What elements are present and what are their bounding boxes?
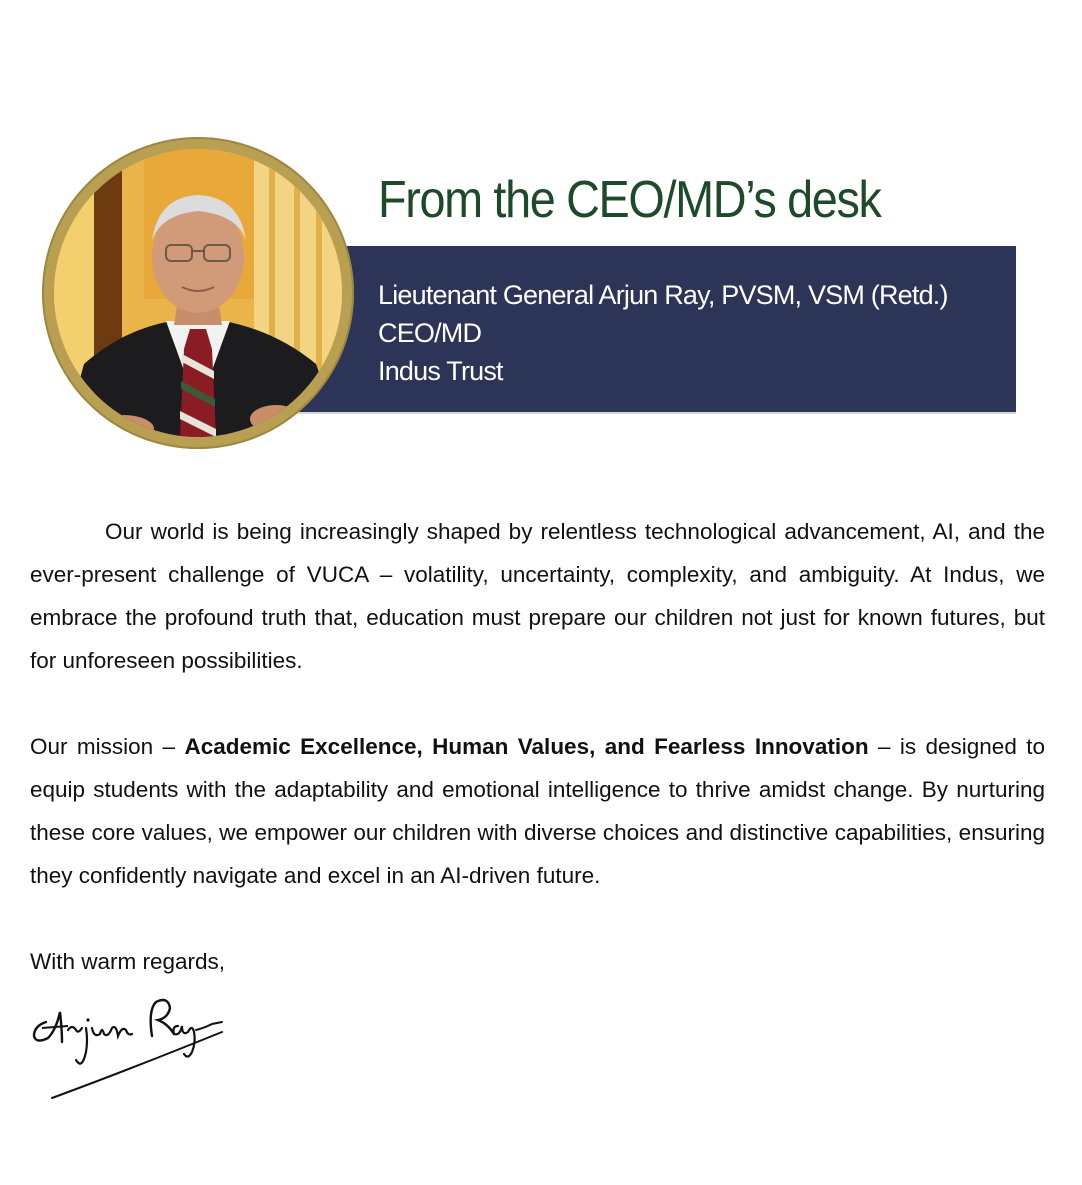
mission-lead: Our mission – <box>30 734 185 759</box>
letter-paragraph-2 <box>30 725 1045 897</box>
author-role: CEO/MD <box>378 318 482 348</box>
banner-text <box>378 276 948 390</box>
portrait-frame <box>42 137 354 449</box>
portrait-illustration <box>54 149 342 437</box>
desk-title: From the CEO/MD’s desk <box>378 171 881 229</box>
handwritten-signature <box>28 990 238 1105</box>
mission-statement: Academic Excellence, Human Values, and Fearless Innovation <box>184 734 869 759</box>
name-banner <box>250 246 1016 414</box>
letter-header <box>0 0 1082 470</box>
portrait-photo <box>54 149 342 437</box>
mission-rest: – is designed to equip students with the adaptability and emotional intelligence to thrive amidst change. By nurturing these core values, we empower our children with diverse choices and distinctive capabilities, ensuring they confidently navigate and excel in an AI-driven future. <box>30 734 1045 888</box>
letter-paragraph-1: Our world is being increasingly shaped by relentless technological advancement, AI, and the ever-present challenge of VUCA – volatility, uncertainty, complexity, and ambiguity. At Indus, we embrace the profound truth that, education must prepare our children not just for known futures, but for unforeseen possibilities. <box>30 519 1045 673</box>
author-organization: Indus Trust <box>378 356 503 386</box>
author-name: Lieutenant General Arjun Ray, PVSM, VSM (Retd.) <box>378 280 948 310</box>
closing-line: With warm regards, <box>30 949 226 974</box>
letter-body <box>30 510 1045 983</box>
